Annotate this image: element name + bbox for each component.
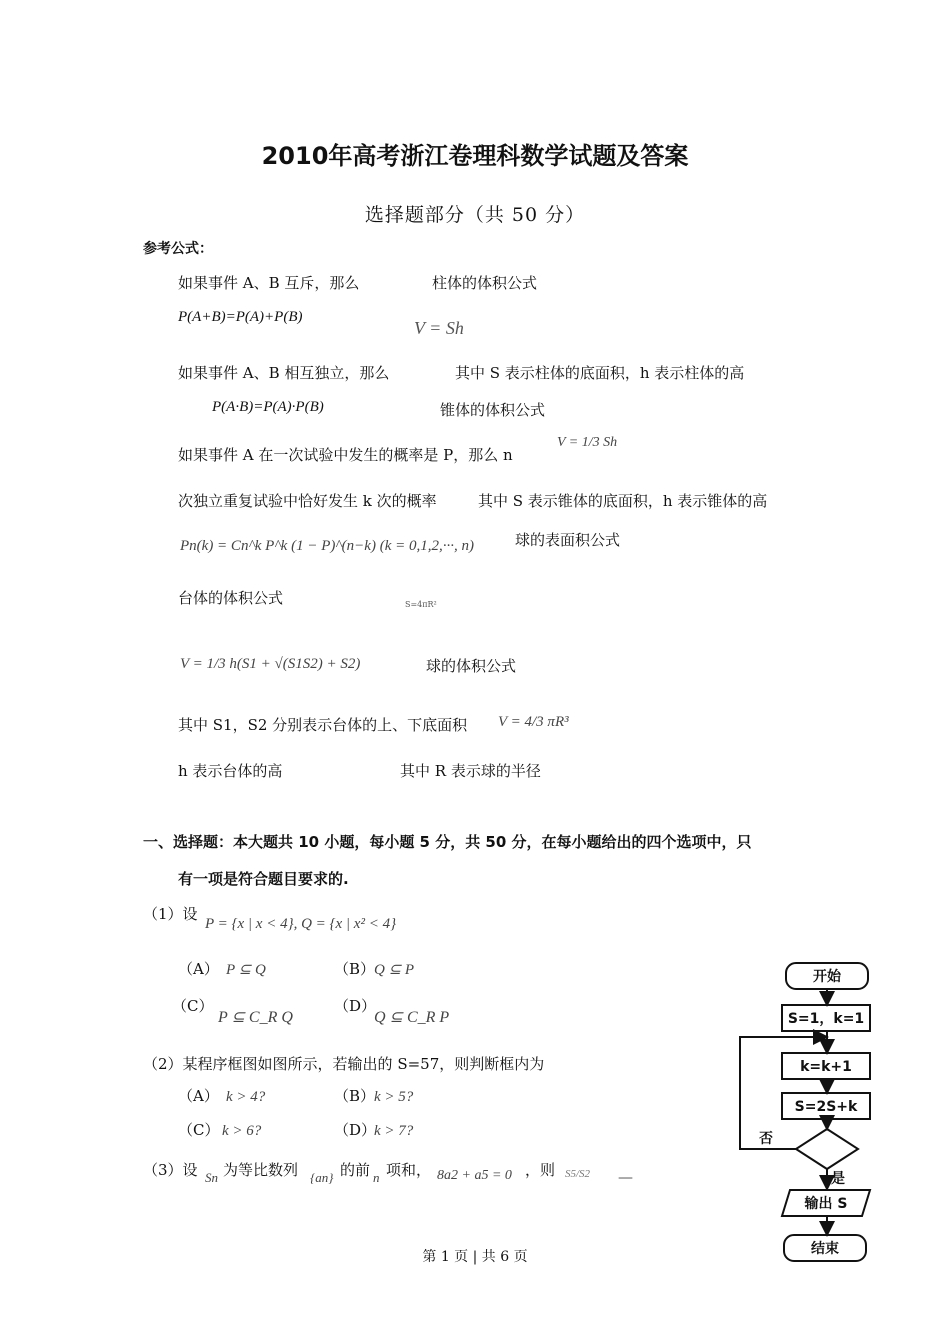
flowchart-step2-label: S=2S+k [794,1099,858,1115]
flowchart-step1-label: k=k+1 [800,1059,852,1075]
flowchart-no-label: 否 [759,1131,773,1147]
q2-option-c: k > 6? [222,1123,262,1139]
q1-option-b: Q ⊆ P [374,962,415,978]
sphere-volume-title: 球的体积公式 [426,657,517,675]
section-subtitle: 选择题部分（共 50 分） [364,204,586,226]
section-heading-cont: 有一项是符合题目要求的. [178,870,349,888]
mutex-condition: 如果事件 A、B 互斥，那么 [178,274,360,292]
flowchart-start-label: 开始 [813,969,841,985]
q2-option-c-label: （C） [178,1121,220,1139]
flowchart-decision-node [796,1129,858,1169]
sphere-volume-equation: V = 4/3 πR³ [498,714,569,730]
frustum-volume-title: 台体的体积公式 [178,589,284,607]
section-heading: 一、选择题：本大题共 10 小题，每小题 5 分，共 50 分，在每小题给出的四个选项中，只 [143,833,752,851]
q2-option-b: k > 5? [374,1089,414,1105]
q2-option-d-label: （D） [334,1121,377,1139]
flowchart-init-label: S=1，k=1 [787,1011,865,1027]
q2-option-b-label: （B） [334,1087,376,1105]
q1-option-c: P ⊆ C_R Q [218,1009,293,1026]
cone-volume-title: 锥体的体积公式 [440,401,546,419]
q3-text-4: 项和， [386,1161,432,1179]
question-2-stem: （2）某程序框图如图所示，若输出的 S=57，则判断框内为 [143,1055,545,1073]
q1-option-c-label: （C） [172,997,214,1015]
q1-option-a-label: （A） [178,960,219,978]
q3-ratio: S5/S2 [565,1168,591,1180]
cone-volume-equation [557,434,617,451]
q3-an: {an} [310,1170,334,1185]
frustum-note: 其中 S1，S2 分别表示台体的上、下底面积 [178,716,468,734]
program-flowchart [730,955,880,1270]
q2-option-a-label: （A） [178,1087,219,1105]
binomial-equation: Pn(k) = Cn^k P^k (1 − P)^(n−k) (k = 0,1,2,···, n) [180,538,474,554]
q3-text-2: 为等比数列 [223,1161,299,1179]
q3-n: n [373,1170,380,1185]
sphere-note: 其中 R 表示球的半径 [400,762,541,780]
q1-option-d-label: （D） [334,997,377,1015]
formulas-heading: 参考公式： [143,241,213,257]
q1-option-a: P ⊆ Q [226,962,266,978]
q1-option-d: Q ⊆ C_R P [374,1009,450,1026]
page-footer: 第 1 页 | 共 6 页 [422,1249,528,1265]
question-1-sets: P = {x | x < 4}, Q = {x | x² < 4} [205,916,397,932]
sphere-area-equation: S=4πR² [405,600,437,609]
q3-text-1: （3）设 [143,1161,198,1179]
frustum-height-note: h 表示台体的高 [178,762,283,780]
cone-note: 其中 S 表示锥体的底面积，h 表示锥体的高 [478,492,768,510]
page-title: 2010年高考浙江卷理科数学试题及答案 [261,142,689,170]
q2-option-d: k > 7? [374,1123,414,1139]
mutex-equation: P(A+B)=P(A)+P(B) [178,309,303,325]
q3-answer-blank: — [618,1168,633,1186]
q3-text-3: 的前 [340,1161,371,1179]
q3-sn: Sn [205,1170,218,1185]
independent-condition: 如果事件 A、B 相互独立，那么 [178,364,390,382]
q3-text-5: ，则 [525,1161,556,1179]
sphere-area-title: 球的表面积公式 [515,531,621,549]
binomial-condition-1: 如果事件 A 在一次试验中发生的概率是 P，那么 n [178,446,513,464]
flowchart-yes-label: 是 [831,1171,845,1187]
independent-equation: P(A·B)=P(A)·P(B) [212,399,324,415]
prism-volume-equation: V = Sh [414,318,464,338]
q3-condition: 8a2 + a5 = 0 [437,1168,512,1183]
q1-option-b-label: （B） [334,960,376,978]
question-1-stem: （1）设 [143,905,198,923]
flowchart-output-label: 输出 S [804,1196,848,1212]
prism-note: 其中 S 表示柱体的底面积，h 表示柱体的高 [455,364,745,382]
frustum-volume-equation: V = 1/3 h(S1 + √(S1S2) + S2) [180,656,361,672]
binomial-condition-2: 次独立重复试验中恰好发生 k 次的概率 [178,492,437,510]
prism-volume-title: 柱体的体积公式 [432,274,538,292]
q2-option-a: k > 4? [226,1089,266,1105]
flowchart-end-label: 结束 [811,1241,839,1257]
cone-equation-text: V = 1/3 Sh [557,435,618,450]
